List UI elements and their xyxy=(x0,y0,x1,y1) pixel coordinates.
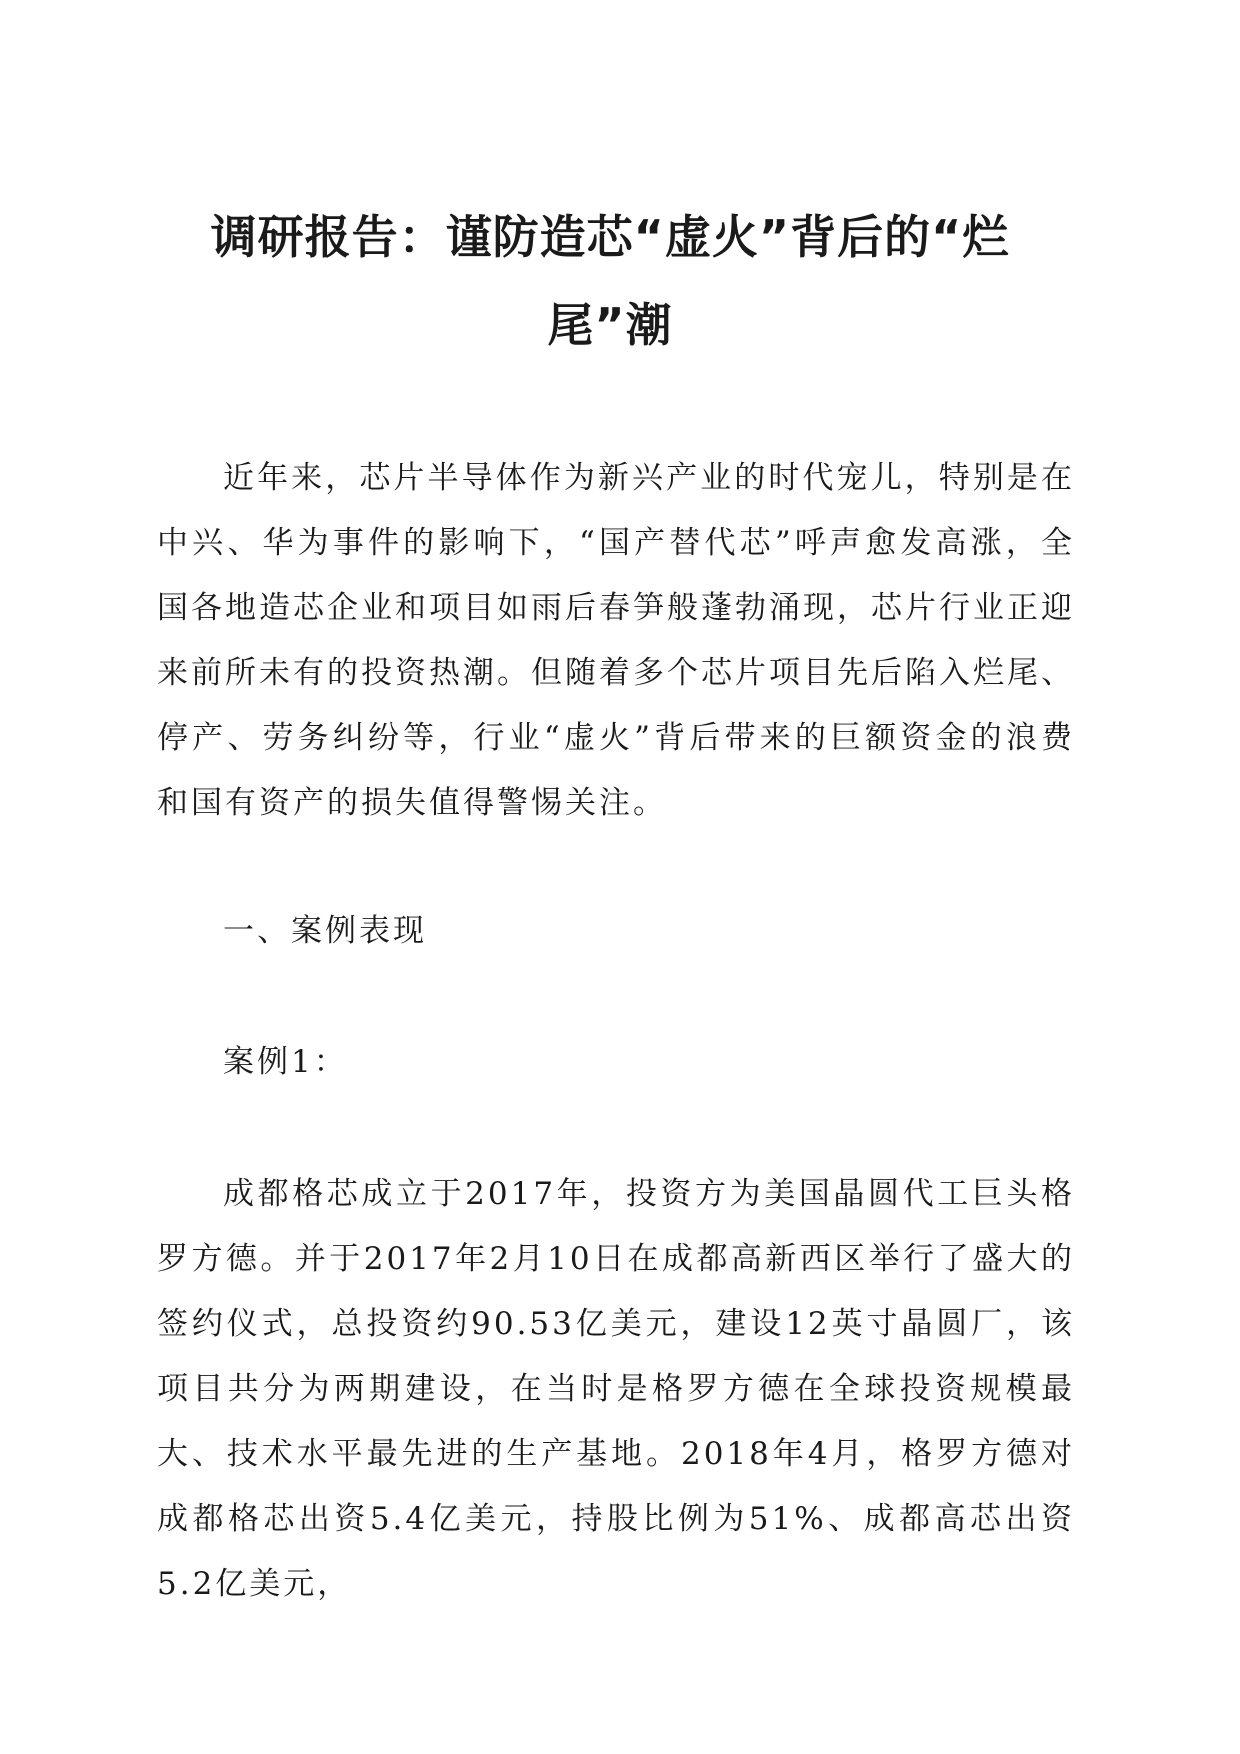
case-body-paragraph: 成都格芯成立于2017年，投资方为美国晶圆代工巨头格罗方德。并于2017年2月10日在成都高新西区举行了盛大的签约仪式，总投资约90.53亿美元，建设12英寸晶圆厂，该项目共分为两期建设，在当时是格罗方德在全球投资规模最大、技术水平最先进的生产基地。2018年4月，格罗方德对成都格芯出资5.4亿美元，持股比例为51%、成都高芯出资5.2亿美元， xyxy=(157,1176,1075,1602)
case-label: 案例1： xyxy=(223,1044,348,1080)
intro-paragraph: 近年来，芯片半导体作为新兴产业的时代宠儿，特别是在中兴、华为事件的影响下，“国产替代芯”呼声愈发高涨，全国各地造芯企业和项目如雨后春笋般蓬勃涌现，芯片行业正迎来前所未有的投资热潮。但随着多个芯片项目先后陷入烂尾、停产、劳务纠纷等，行业“虚火”背后带来的巨额资金的浪费和国有资产的损失值得警惕关注。 xyxy=(157,460,1075,821)
document-title: 调研报告：谨防造芯“虚火”背后的“烂尾”潮 xyxy=(210,210,1010,352)
section-heading: 一、案例表现 xyxy=(223,913,427,949)
